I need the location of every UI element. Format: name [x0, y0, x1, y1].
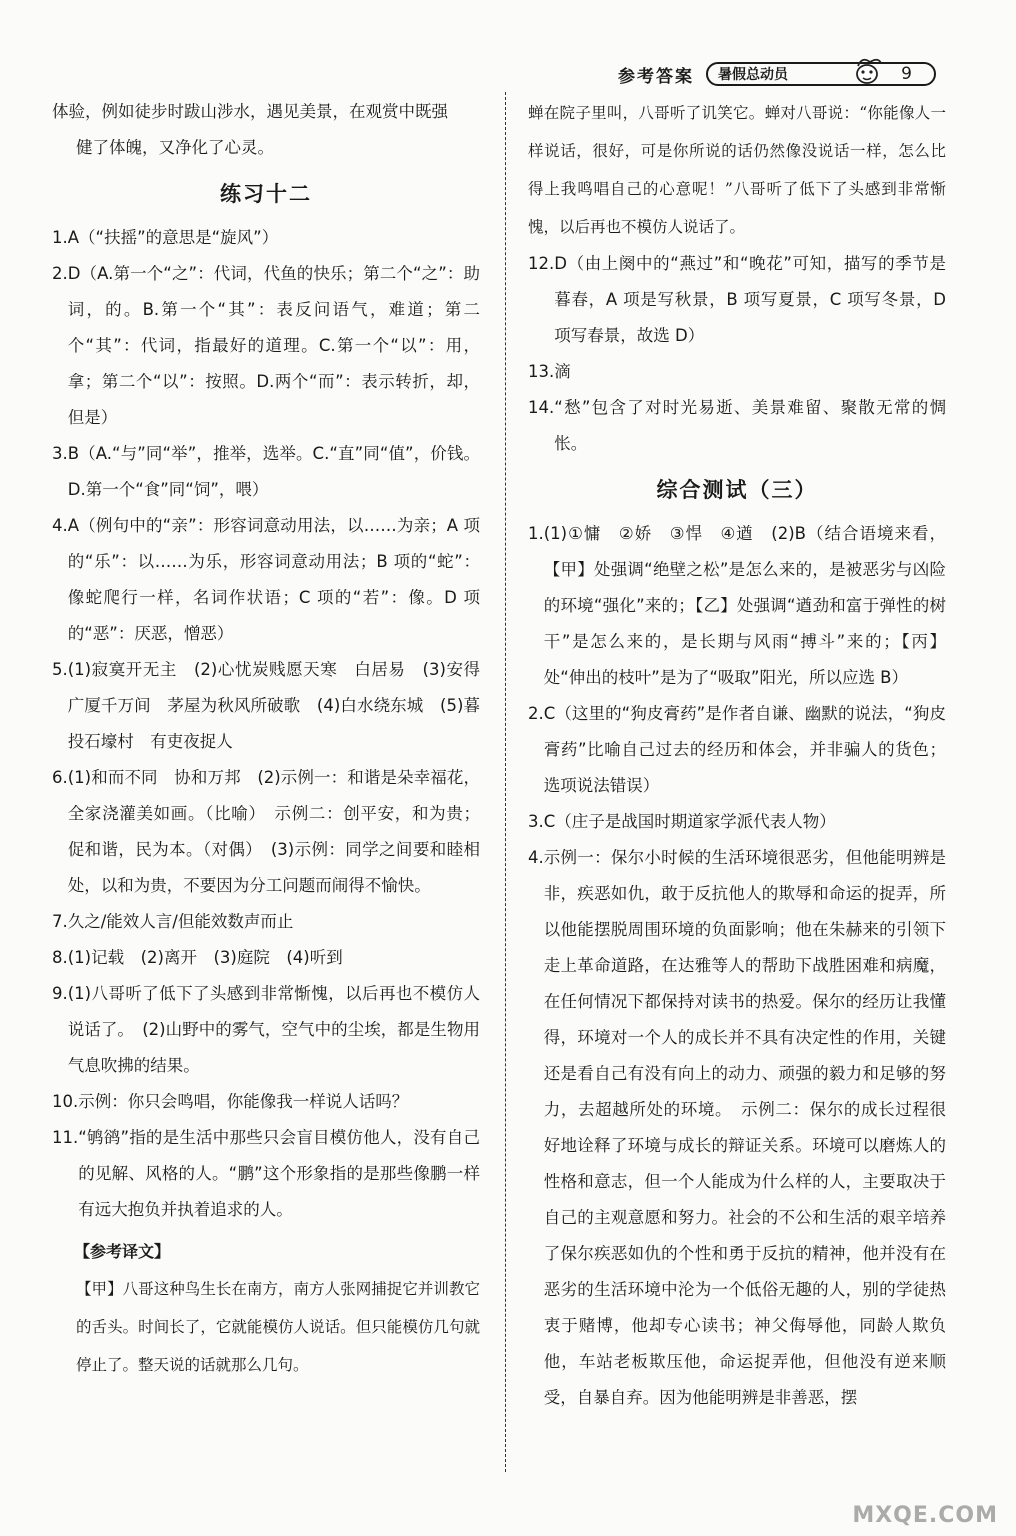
answer-item: 11. “鸲鹆”指的是生活中那些只会盲目模仿他人，没有自己的见解、风格的人。“鹏”这个形象指的是那些像鹏一样有远大抱负并执着追求的人。	[52, 1128, 480, 1219]
reference-translation-heading: 【参考译文】	[74, 1242, 171, 1261]
column-divider	[505, 92, 506, 1472]
page-header	[618, 60, 936, 88]
intro-line-1: 体验，例如徒步时跋山涉水，遇见美景，在观赏中既强	[52, 102, 448, 121]
answer-item: 8. (1)记载 (2)离开 (3)庭院 (4)听到	[52, 948, 343, 967]
reference-translation: 【甲】八哥这种鸟生长在南方，南方人张网捕捉它并训教它的舌头。时间长了，它就能模仿人说话。但只能模仿几句就停止了。整天说的话就那么几句。	[76, 1280, 480, 1374]
answer-item: 1. A（“扶摇”的意思是“旋风”）	[52, 228, 279, 247]
header-brand: 暑假总动员	[718, 67, 788, 83]
answer-item: 4. 示例一：保尔小时候的生活环境很恶劣，但他能明辨是非，疾恶如仇，敢于反抗他人的欺辱和命运的捉弄，所以他能摆脱周围环境的负面影响；他在朱赫来的引领下走上革命道路，在达雅等人的帮助下战胜困难和病魔，在任何情况下都保持对读书的热爱。保尔的经历让我懂得，环境对一个人的成长并不具有决定性的作用，关键还是看自己有没有向上的动力、顽强的毅力和足够的努力，去超越所处的环境。 示例二：保尔的成长过程很好地诠释了环境与成长的辩证关系。环境可以磨炼人的性格和意志，但一个人能成为什么样的人，主要取决于自己的主观意愿和努力。社会的不公和生活的艰辛培养了保尔疾恶如仇的个性和勇于反抗的精神，他并没有在恶劣的生活环境中沦为一个低俗无趣的人，别的学徒热衷于赌博，他却专心读书；神父侮辱他，同龄人欺负他，车站老板欺压他，命运捉弄他，但他没有逆来顺受，自暴自弃。因为他能明辨是非善恶，摆	[528, 848, 946, 1407]
answer-item: 3. B（A.“与”同“举”，推举，选举。C.“直”同“值”，价钱。D.第一个“食”同“饲”，喂）	[52, 444, 480, 499]
left-column	[52, 94, 480, 1384]
answer-item: 13. 滴	[528, 362, 571, 381]
section-title-comprehensive-test-3: 综合测试（三）	[656, 478, 818, 502]
section-title-exercise-12: 练习十二	[220, 182, 312, 206]
answer-item: 12. D（由上阕中的“燕过”和“晚花”可知，描写的季节是暮春，A 项是写秋景，B 项写夏景，C 项写冬景，D 项写春景，故选 D）	[528, 254, 946, 345]
header-brand-pill	[706, 62, 936, 86]
right-column	[528, 94, 946, 1416]
answer-item: 4. A（例句中的“亲”：形容词意动用法，以……为亲；A 项的“乐”：以……为乐，形容词意动用法；B 项的“蛇”：像蛇爬行一样，名词作状语；C 项的“若”：像。D 项的“恶”：厌恶，憎恶）	[52, 516, 480, 643]
answer-item: 5. (1)寂寞开无主 (2)心忧炭贱愿天寒 白居易 (3)安得广厦千万间 茅屋为秋风所破歌 (4)白水绕东城 (5)暮投石壕村 有吏夜捉人	[52, 660, 480, 751]
answer-item: 9. (1)八哥听了低下了头感到非常惭愧，以后再也不模仿人说话了。 (2)山野中的雾气，空气中的尘埃，都是生物用气息吹拂的结果。	[52, 984, 480, 1075]
answer-item: 7. 久之/能效人言/但能效数声而止	[52, 912, 294, 931]
answer-item: 1. (1)①慵 ②娇 ③悍 ④遒 (2)B（结合语境来看，【甲】处强调“绝壁之松”是怎么来的，是被恶劣与凶险的环境“强化”来的；【乙】处强调“遒劲和富于弹性的树干”是怎么来的，是长期与风雨“搏斗”来的；【丙】处“伸出的枝叶”是为了“吸取”阳光，所以应选 B）	[528, 524, 946, 687]
answer-item: 6. (1)和而不同 协和万邦 (2)示例一：和谐是朵幸福花，全家浇灌美如画。（比喻） 示例二：创平安，和为贵；促和谐，民为本。（对偶） (3)示例：同学之间要和睦相处，以和为贵，不要因为分工问题而闹得不愉快。	[52, 768, 480, 895]
answer-item: 14. “愁”包含了对时光易逝、美景难留、聚散无常的惆怅。	[528, 398, 946, 453]
intro-line-2: 健了体魄，又净化了心灵。	[76, 138, 274, 157]
answer-item: 2. C（这里的“狗皮膏药”是作者自谦、幽默的说法，“狗皮膏药”比喻自己过去的经历和体会，并非骗人的货色；选项说法错误）	[528, 704, 946, 795]
answer-item: 2. D（A.第一个“之”：代词，代鱼的快乐；第二个“之”：助词，的。B.第一个“其”：表反问语气，难道；第二个“其”：代词，指最好的道理。C.第一个“以”：用，拿；第二个“以”：按照。D.两个“而”：表示转折，却，但是）	[52, 264, 480, 427]
header-title: 参考答案	[618, 66, 694, 87]
answer-item: 10. 示例：你只会鸣唱，你能像我一样说人话吗？	[52, 1092, 409, 1111]
reference-translation-continued: 蝉在院子里叫，八哥听了讥笑它。蝉对八哥说：“你能像人一样说话，很好，可是你所说的话仍然像没说话一样，怎么比得上我鸣唱自己的心意呢！”八哥听了低下了头感到非常惭愧，以后再也不模仿人说话了。	[528, 104, 946, 236]
mascot-icon	[850, 54, 884, 88]
page-number: 9	[901, 64, 912, 84]
watermark: MXQE.COM	[852, 1503, 998, 1528]
answer-item: 3. C（庄子是战国时期道家学派代表人物）	[528, 812, 836, 831]
